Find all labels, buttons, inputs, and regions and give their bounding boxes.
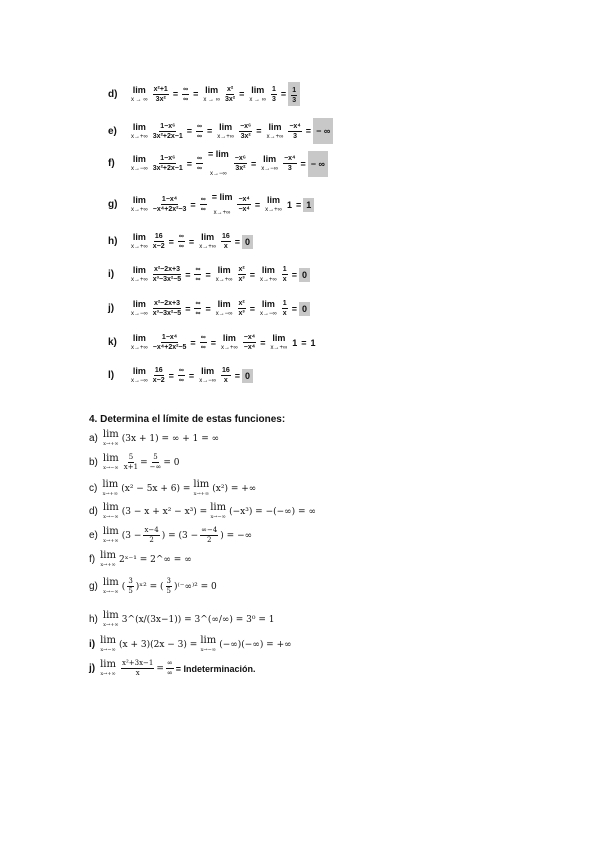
item-label: g): [108, 199, 118, 210]
item-label: g): [89, 581, 98, 592]
item-label: e): [108, 125, 117, 137]
answer-highlight: − ∞: [313, 118, 333, 144]
fraction: $\frac{\text{1−x⁶}}{\text{3x²+2x−1}}$: [152, 122, 183, 140]
fraction: $\frac{\infty}{\infty}$: [195, 300, 201, 317]
fraction: $\frac{\infty}{\infty}$: [197, 155, 203, 172]
limit-symbol: lim x→+∞: [100, 550, 116, 568]
limit-symbol: lim x→+∞: [131, 333, 148, 351]
limit-symbol: lim x→+∞: [220, 333, 238, 351]
exercise-4b: b) lim x→−∞ $\frac{5}{x+1}$ = $\frac{5}{-\infty}$ = 0: [89, 453, 180, 471]
limit-symbol: lim x→+∞: [102, 429, 119, 447]
answer-highlight: $\frac{1}{3}$: [288, 82, 300, 106]
item-label: f): [89, 554, 96, 565]
exercise-4a: [89, 430, 219, 447]
fraction: $\frac{x-4}{2}$: [144, 526, 159, 544]
item-label: d): [108, 88, 118, 100]
fraction: $\frac{3}{5}$: [166, 577, 171, 595]
limit-symbol: lim x → ∞: [249, 84, 267, 103]
answer-highlight: 0: [299, 302, 310, 316]
fraction: $\frac{\infty}{\infty}$: [178, 367, 184, 384]
item-label: f): [108, 158, 115, 169]
limit-symbol: lim x→−∞: [102, 577, 119, 595]
fraction: $\frac{\text{−x⁶}}{\text{3x²}}$: [240, 122, 252, 140]
expression: 3^(x/(3x−1)) = 3^(∞/∞) = 3⁰ = 1: [121, 614, 275, 625]
item-label: l): [108, 370, 115, 381]
exercise-3e: e) lim x→+∞ $\frac{\text{1−x⁶}}{\text{3x²+2x−1}}$ = $\frac{\infty}{\infty}$ = lim x→+∞ $\frac{\text{−x⁶}}{\text{3x²}}$ = lim x→+∞ $\frac{\text{−x⁴}}{3}$ = − ∞: [108, 118, 333, 144]
limit-symbol: lim x→−∞: [215, 299, 233, 317]
fraction: $\frac{\infty}{\infty}$: [166, 659, 173, 677]
fraction: $\frac{5}{x+1}$: [123, 453, 139, 471]
fraction: $\frac{\text{x²−2x+3}}{\text{x³−3x²−5}}$: [152, 300, 182, 317]
limit-symbol: lim x→−∞: [261, 154, 279, 172]
fraction: $\frac{\text{−x⁴}}{\text{−x⁴}}$: [243, 334, 256, 351]
limit-symbol: lim x→−∞: [131, 299, 148, 317]
exercise-4i: i) lim x→−∞ (x + 3)(2x − 3) = lim x→−∞ (−∞)(−∞) = +∞: [89, 635, 292, 653]
limit-symbol: lim x→−∞: [102, 453, 119, 471]
exercise-3h: h) lim x→+∞ $\frac{16}{x-2}$ = $\frac{\infty}{\infty}$ = lim x→+∞ $\frac{16}{x}$ = 0: [108, 233, 253, 250]
item-label: b): [89, 457, 98, 468]
limit-symbol: lim x→+∞: [102, 610, 119, 628]
answer-highlight: 0: [242, 235, 253, 249]
fraction: $\frac{1}{x}$: [282, 300, 287, 317]
item-label: j): [89, 663, 96, 674]
fraction: $\frac{\infty}{\infty}$: [200, 334, 206, 351]
fraction: $\frac{3}{5}$: [128, 577, 133, 595]
fraction: $\frac{\text{x²}}{\text{x³}}$: [238, 300, 245, 317]
fraction: $\frac{\infty}{\infty}$: [178, 233, 184, 250]
limit-symbol: lim x→+∞: [131, 232, 148, 250]
item-label: i): [89, 639, 96, 650]
exercise-3i: i) lim x→+∞ $\frac{\text{x²−2x+3}}{\text{x³−3x²−5}}$ = $\frac{\infty}{\infty}$ = lim x→+∞ $\frac{\text{x²}}{\text{x³}}$ = lim x→+∞ $\frac{1}{x}$ = 0: [108, 266, 310, 283]
exercise-4d: d) lim x→−∞ (3 − x + x² − x³) = lim x→−∞ (−x³) = −(−∞) = ∞: [89, 502, 316, 520]
limit-symbol: lim x→+∞: [100, 659, 116, 677]
item-label: j): [108, 303, 115, 314]
fraction: $\frac{\text{x²−2x+3}}{\text{x³−3x²−5}}$: [152, 266, 182, 283]
fraction: $\frac{\text{−x⁴}}{\text{−x⁴}}$: [238, 196, 250, 213]
item-label: i): [108, 269, 115, 280]
exercise-3g: g) lim x→+∞ $\frac{\text{1−x⁴}}{\text{−x⁴+2x²−3}}$ = $\frac{\infty}{\infty}$ = lim x→+∞ $\frac{\text{−x⁴}}{\text{−x⁴}}$ = lim x→+∞ 1 = 1: [108, 193, 314, 216]
item-label: c): [89, 483, 98, 494]
limit-symbol: lim x→+∞: [131, 121, 148, 140]
expression: (3x + 1) = ∞ + 1 = ∞: [121, 433, 220, 444]
item-label: k): [108, 337, 117, 348]
limit-symbol: lim x→−∞: [100, 635, 116, 653]
fraction: $\frac{16}{x}$: [221, 233, 230, 250]
limit-symbol: lim x→+∞: [270, 333, 288, 351]
limit-symbol: lim x→−∞: [131, 154, 148, 172]
item-label: d): [89, 506, 98, 517]
fraction: $\frac{1}{3}$: [272, 85, 276, 103]
limit-symbol: lim x→−∞: [199, 366, 216, 384]
fraction: $\frac{16}{x-2}$: [152, 233, 165, 250]
exercise-4h: [89, 611, 274, 628]
fraction: $\frac{\text{1−x⁴}}{\text{−x⁴+2x²−5}}$: [152, 334, 187, 351]
limit-symbol: lim x→+∞: [102, 526, 119, 544]
answer-highlight: 0: [299, 268, 310, 282]
fraction: $\frac{\text{1−x⁶}}{\text{3x²+2x−1}}$: [152, 155, 183, 172]
item-label: e): [89, 530, 98, 541]
fraction: $\frac{1}{x}$: [282, 266, 287, 283]
exercise-4g: g) lim x→−∞ ( $\frac{3}{5}$ )ˣ² = ( $\frac{3}{5}$ )⁽⁻∞⁾² = 0: [89, 577, 217, 595]
fraction: $\frac{\infty}{\infty}$: [195, 266, 201, 283]
limit-symbol: lim x→+∞: [265, 195, 282, 213]
fraction: $\frac{\text{x²}}{\text{3x²}}$: [225, 85, 236, 103]
answer: 1: [310, 337, 316, 348]
fraction: $\frac{\text{x²+1}}{\text{3x²}}$: [153, 85, 168, 103]
fraction: $\frac{16}{x-2}$: [152, 367, 165, 384]
fraction: $\frac{\text{−x⁶}}{\text{3x²}}$: [234, 155, 247, 172]
limit-symbol: lim x → ∞: [131, 84, 148, 103]
limit-symbol: = lim x→−∞: [208, 149, 229, 177]
expression: 2ˣ⁻¹ = 2^∞ = ∞: [119, 554, 192, 565]
answer-highlight: 0: [242, 369, 253, 383]
exercise-4c: c) lim x→+∞ (x² − 5x + 6) = lim x→+∞ (x²) = +∞: [89, 479, 257, 497]
exercise-4e: e) lim x→+∞ (3 − $\frac{x-4}{2}$ ) = (3 − $\frac{\infty-4}{2}$ ) = −∞: [89, 526, 253, 544]
limit-symbol: lim x→−∞: [102, 502, 119, 520]
limit-symbol: lim x→+∞: [193, 479, 210, 497]
exercise-3l: l) lim x→−∞ $\frac{16}{x-2}$ = $\frac{\infty}{\infty}$ = lim x→−∞ $\frac{16}{x}$ = 0: [108, 367, 253, 384]
limit-symbol: lim x→−∞: [210, 502, 227, 520]
exercise-3k: k) lim x→+∞ $\frac{\text{1−x⁴}}{\text{−x⁴+2x²−5}}$ = $\frac{\infty}{\infty}$ = lim x→+∞ $\frac{\text{−x⁴}}{\text{−x⁴}}$ = lim x→+∞ 1 = 1: [108, 333, 316, 351]
fraction: $\frac{\text{x²}}{\text{x³}}$: [238, 266, 245, 283]
fraction: $\frac{\infty}{\infty}$: [183, 85, 189, 103]
limit-symbol: lim x→−∞: [260, 299, 277, 317]
limit-symbol: lim x→−∞: [200, 635, 217, 653]
limit-symbol: lim x→+∞: [131, 195, 148, 213]
item-label: a): [89, 433, 98, 444]
answer-highlight: 1: [303, 198, 314, 212]
limit-symbol: lim x→+∞: [199, 232, 216, 250]
limit-symbol: lim x→+∞: [260, 265, 277, 283]
limit-symbol: = lim x→+∞: [211, 192, 233, 216]
answer-highlight: − ∞: [308, 151, 328, 177]
item-label: h): [89, 614, 98, 625]
limit-symbol: lim x→+∞: [217, 121, 235, 140]
fraction: $\frac{\infty}{\infty}$: [197, 122, 203, 140]
exercise-4j: j) lim x→+∞ $\frac{\text{x²+3x−1}}{x}$ = $\frac{\infty}{\infty}$ = Indeterminación.: [89, 659, 256, 677]
fraction: $\frac{\text{1−x⁴}}{\text{−x⁴+2x²−3}}$: [152, 196, 187, 213]
exercise-3j: j) lim x→−∞ $\frac{\text{x²−2x+3}}{\text{x³−3x²−5}}$ = $\frac{\infty}{\infty}$ = lim x→−∞ $\frac{\text{x²}}{\text{x³}}$ = lim x→−∞ $\frac{1}{x}$ = 0: [108, 300, 310, 317]
limit-symbol: lim x → ∞: [203, 84, 220, 103]
limit-symbol: lim x→−∞: [131, 366, 148, 384]
exercise-3d: d) lim x → ∞ $\frac{\text{x²+1}}{\text{3x²}}$ = $\frac{\infty}{\infty}$ = lim x → ∞ $\frac{\text{x²}}{\text{3x²}}$ = lim x → ∞ $\frac{1}{3}$ = $\frac{1}{3}$: [108, 82, 300, 106]
fraction: $\frac{\infty-4}{2}$: [201, 526, 218, 544]
fraction: $\frac{16}{x}$: [221, 367, 230, 384]
exercise-3f: f) lim x→−∞ $\frac{\text{1−x⁶}}{\text{3x²+2x−1}}$ = $\frac{\infty}{\infty}$ = lim x→−∞ $\frac{\text{−x⁶}}{\text{3x²}}$ = lim x→−∞ $\frac{\text{−x⁴}}{3}$ = − ∞: [108, 150, 328, 177]
limit-symbol: lim x→+∞: [131, 265, 148, 283]
item-label: h): [108, 236, 118, 247]
limit-symbol: lim x→+∞: [102, 479, 119, 497]
limit-symbol: lim x→+∞: [266, 121, 284, 140]
exercise-4f: [89, 551, 192, 568]
fraction: $\frac{\text{−x⁴}}{3}$: [289, 122, 301, 140]
limit-symbol: lim x→+∞: [215, 265, 233, 283]
section-title: 4. Determina el límite de estas funciones:: [89, 414, 286, 425]
fraction: $\frac{\text{x²+3x−1}}{x}$: [122, 659, 154, 677]
fraction: $\frac{\text{−x⁴}}{3}$: [284, 155, 296, 172]
fraction: $\frac{\infty}{\infty}$: [200, 196, 206, 213]
fraction: $\frac{5}{-\infty}$: [149, 453, 162, 471]
